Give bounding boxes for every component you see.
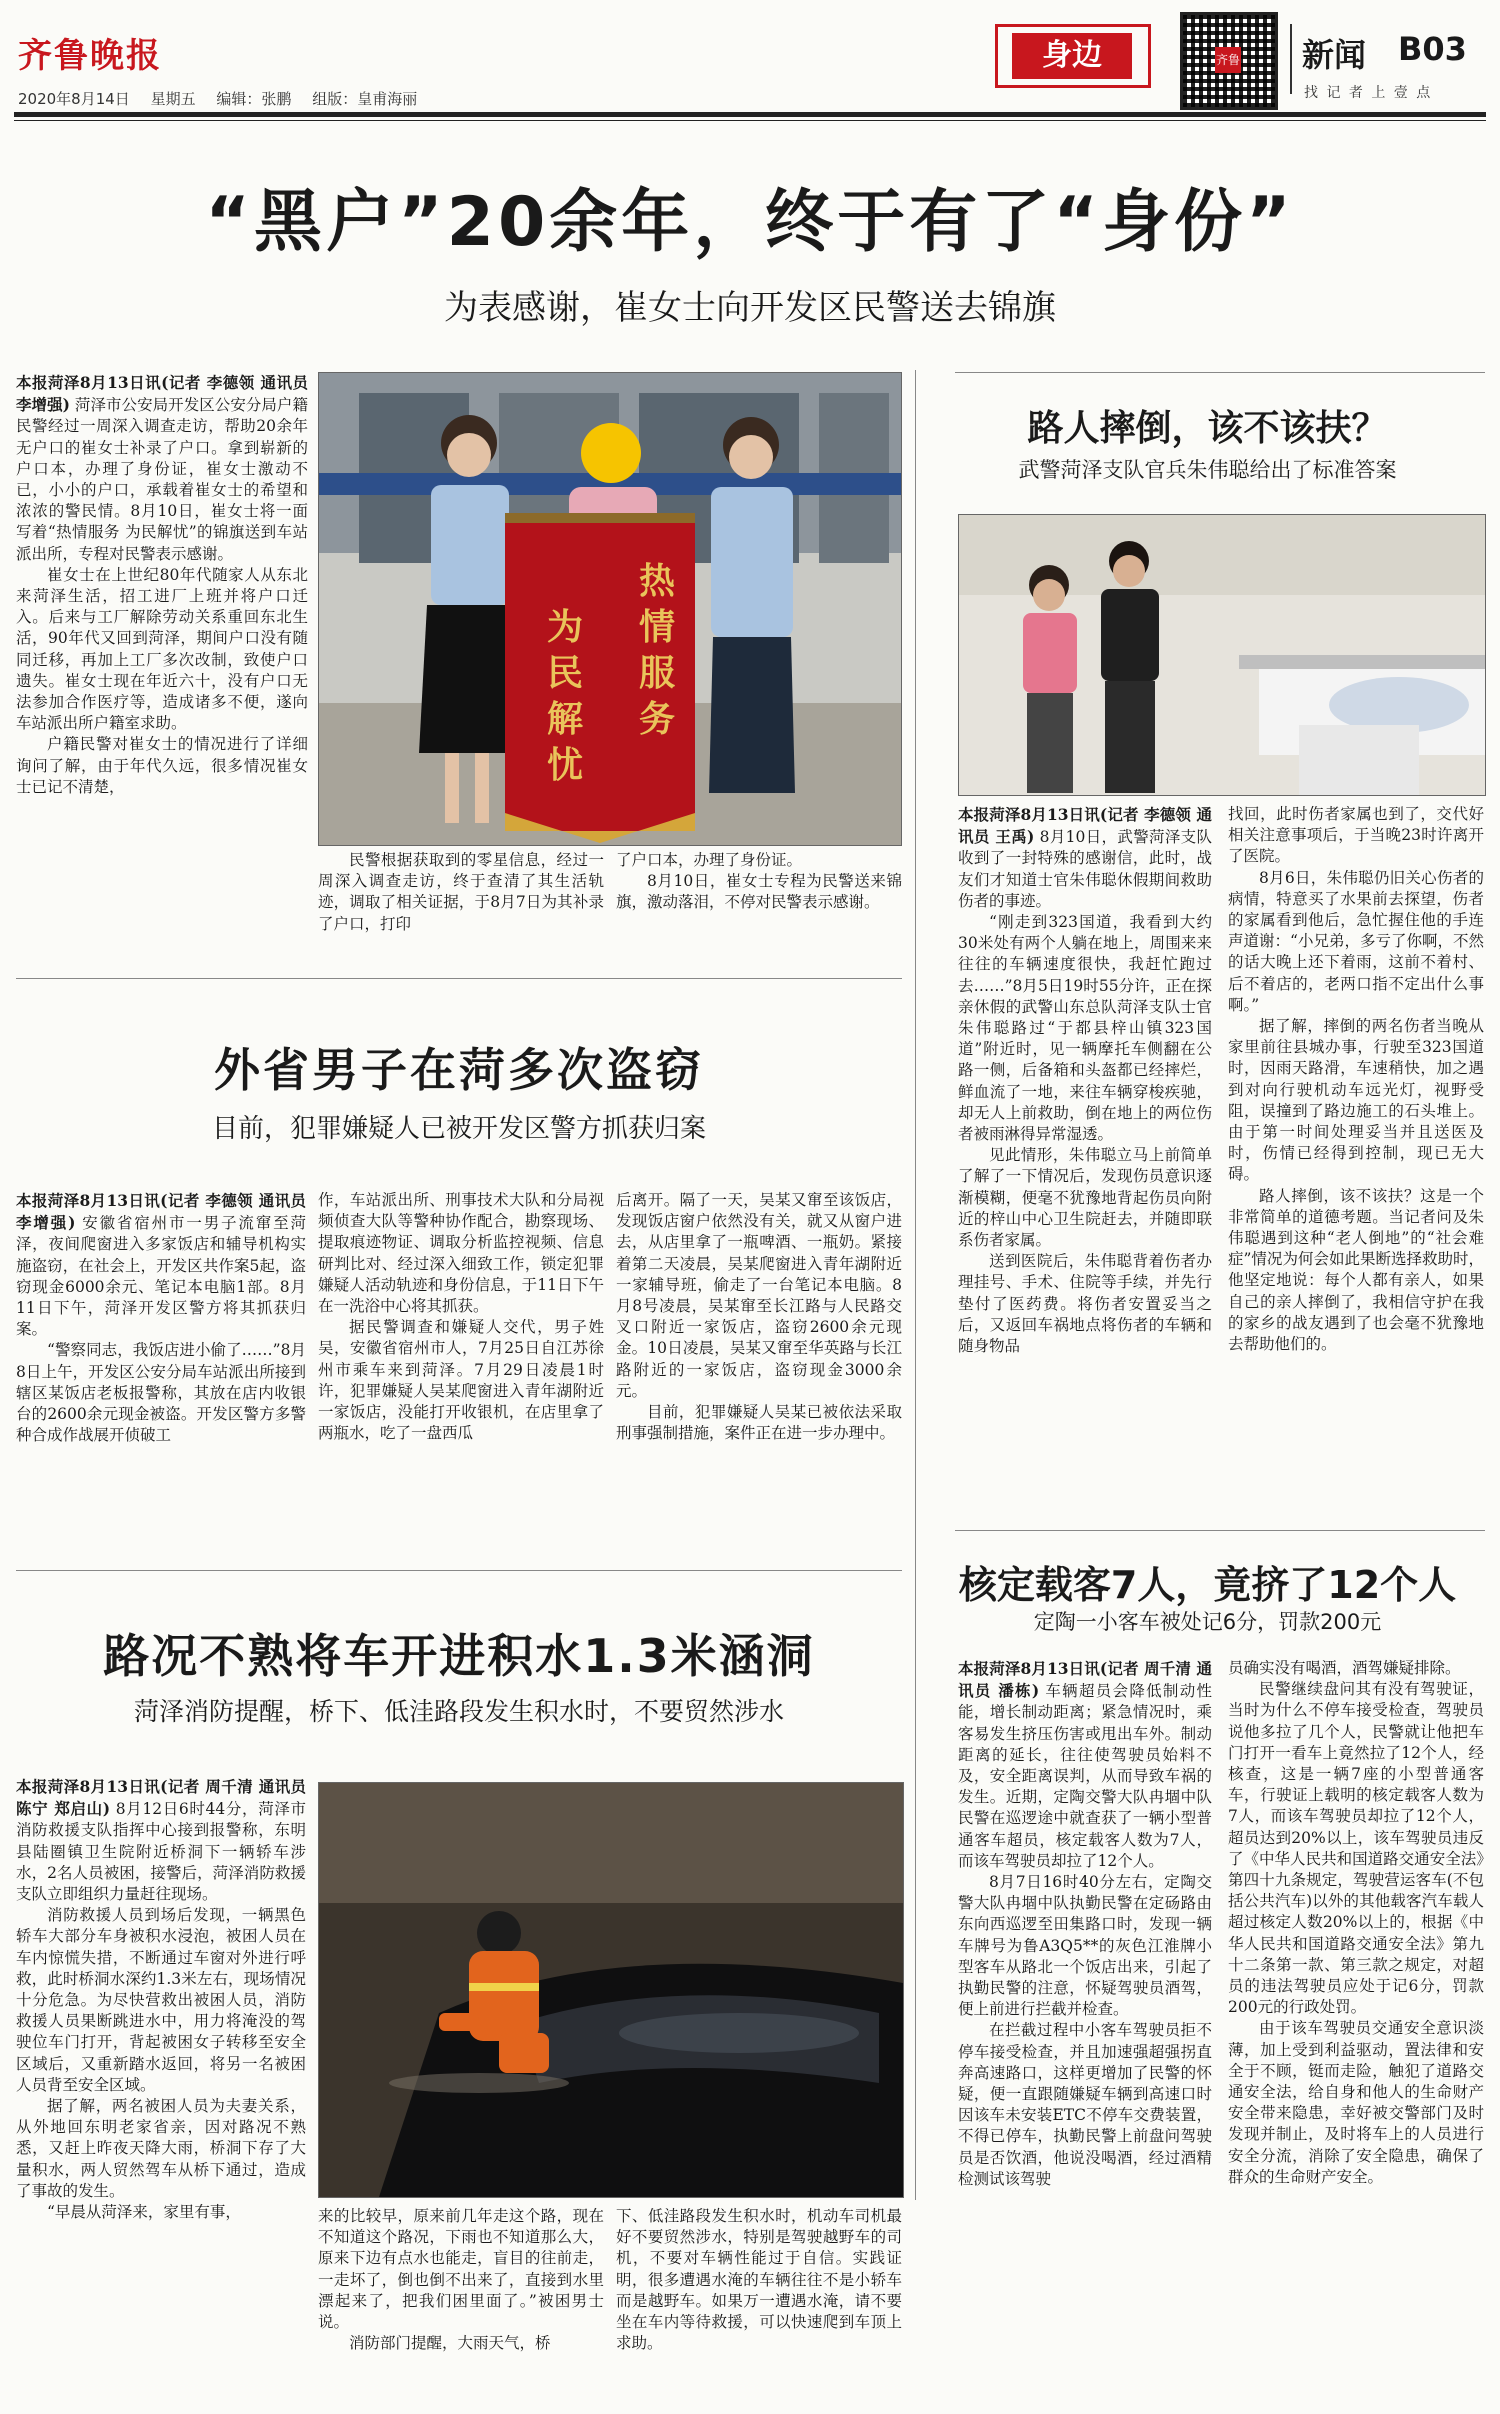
story1-photo <box>318 372 902 846</box>
banner-char: 民 <box>547 652 584 694</box>
story2-photo <box>958 514 1486 796</box>
story2-text: 8月10日，武警菏泽支队收到了一封特殊的感谢信，此时，战友们才知道士官朱伟聪休假期间救助伤者的事迹。 <box>958 828 1212 910</box>
banner-char: 热 <box>639 560 676 602</box>
issue-editor: 编辑：张鹏 <box>216 90 292 108</box>
story3-paragraph: “警察同志，我饭店进小偷了……”8月8日上午，开发区公安分局车站派出所接到辖区某饭店老板报警称，其放在店内收银台的2600余元现金被盗。开发区警方多警种合成作战展开侦破工 <box>16 1341 306 1445</box>
column-divider <box>915 370 916 2200</box>
banner-char: 务 <box>639 698 676 740</box>
story4-paragraph: 民警继续盘问其有没有驾驶证，当时为什么不停车接受检查，驾驶员说他多拉了几个人，民警就让他把车门打开一看车上竟然拉了12个人，经核查，这是一辆7座的小型普通客车，行驶证上载明的核定载客人数为7人，而该车驾驶员却拉了12个人，超员达到20%以上，该车驾驶员违反了《中华人民共和国道路交通安全法》第四十九条规定，驾驶营运客车(不包括公共汽车)以外的其他载客汽车载人超过核定人数20%以上的，根据《中华人民共和国道路交通安全法》第九十二条第一款、第三款之规定，对超员的违法驾驶员应处于记6分，罚款200元的行政处罚。 <box>1228 1680 1484 2017</box>
story5-paragraph: 消防救援人员到场后发现，一辆黑色轿车大部分车身被积水浸泡，被困人员在车内惊慌失措，不断通过车窗对外进行呼救，此时桥洞水深约1.3米左右，现场情况十分危急。为尽快营救出被困人员，消防救援人员果断跳进水中，用力将淹没的驾驶位车门打开，背起被困女子转移至安全区域后，又重新踏水返回，将另一名被困人员背至安全区域。 <box>16 1906 306 2094</box>
story5-paragraph: 下、低洼路段发生积水时，机动车司机最好不要贸然涉水，特别是驾驶越野车的司机，不要对车辆性能过于自信。实践证明，很多遭遇水淹的车辆往往不是小轿车而是越野车。如果万一遭遇水淹，请不要坐在车内等待救援，可以快速爬到车顶上求助。 <box>616 2207 902 2353</box>
story3-col3 <box>616 1190 902 1548</box>
story5-subtitle: 菏泽消防提醒，桥下、低洼路段发生积水时，不要贸然涉水 <box>133 1697 784 1726</box>
story1-col3 <box>616 850 902 960</box>
banner-char: 解 <box>547 698 584 740</box>
story5-byline: 本报菏泽8月13日讯(记者 周千清 通讯员 陈宁 郑启山) <box>16 1777 306 1819</box>
story2-title: 路人摔倒，该不该扶？ <box>1027 408 1388 449</box>
story1-paragraph: 民警根据获取到的零星信息，经过一周深入调查走访，终于查清了其生活轨迹，调取了相关证据，于8月7日为其补录了户口，打印 <box>318 851 604 933</box>
contact-editors: 找 记 者 上 壹 点 <box>1304 85 1433 101</box>
page-number: B03 <box>1398 30 1467 68</box>
story3-text: 安徽省宿州市一男子流窜至菏泽，夜间爬窗进入多家饭店和辅导机构实施盗窃，在社会上，开发区共作案5起，盗窃现金6000余元、笔记本电脑1部。8月11日下午，菏泽开发区警方将其抓获归案。 <box>16 1214 306 1339</box>
story4-paragraph: 8月7日16时40分左右，定陶交警大队冉堌中队执勤民警在定砀路由东向西巡逻至田集路口时，发现一辆车牌号为鲁A3Q5**的灰色江淮牌小型客车从路北一个饭店出来，引起了执勤民警的注意，怀疑驾驶员酒驾，便上前进行拦截并检查。 <box>958 1873 1212 2019</box>
section-tag <box>995 24 1151 88</box>
story5-col3 <box>616 2206 902 2404</box>
header-rule <box>14 112 1486 117</box>
page-name: 新闻 <box>1302 36 1367 74</box>
story4-title: 核定载客7人，竟挤了12个人 <box>958 1563 1457 1607</box>
newspaper-logo: 齐鲁晚报 <box>18 36 162 76</box>
banner-char: 忧 <box>547 744 584 786</box>
banner-char: 为 <box>547 606 584 648</box>
story5-col2 <box>318 2206 604 2404</box>
story2-col1 <box>958 804 1212 1540</box>
issue-meta <box>18 88 433 109</box>
story3-paragraph: 作，车站派出所、刑事技术大队和分局视频侦查大队等警种协作配合，勘察现场、提取痕迹物证、调取分析监控视频、信息研判比对、经过深入细致工作，锁定犯罪嫌疑人活动轨迹和身份信息，于11日下午在一洗浴中心将其抓获。 <box>318 1191 604 1316</box>
story4-byline: 本报菏泽8月13日讯(记者 周千清 通讯员 潘栋) <box>958 1659 1212 1701</box>
story4-paragraph: 由于该车驾驶员交通安全意识淡薄，加上受到利益驱动，置法律和安全于不顾，铤而走险，触犯了道路交通安全法，给自身和他人的生命财产安全带来隐患，幸好被交警部门及时发现并制止，及时将车上的人员进行安全分流，消除了安全隐患，确保了群众的生命财产安全。 <box>1228 2019 1484 2186</box>
header-rule-thin <box>14 120 1486 121</box>
story1-paragraph: 8月10日，崔女士专程为民警送来锦旗，激动落泪，不停对民警表示感谢。 <box>616 872 902 912</box>
story2-paragraph: 见此情形，朱伟聪立马上前简单了解了一下情况后，发现伤员意识逐渐模糊，便毫不犹豫地背起伤员向附近的梓山中心卫生院赶去，并随即联系伤者家属。 <box>958 1146 1212 1250</box>
story2-paragraph: 送到医院后，朱伟聪背着伤者办理挂号、手术、住院等手续，并先行垫付了医药费。将伤者安置妥当之后，又返回车祸地点将伤者的车辆和随身物品 <box>958 1252 1212 1356</box>
qr-logo: 齐鲁 <box>1215 47 1241 73</box>
issue-weekday: 星期五 <box>150 90 196 108</box>
story4-paragraph: 员确实没有喝酒，酒驾嫌疑排除。 <box>1228 1659 1461 1677</box>
story4-col1 <box>958 1658 1212 2398</box>
issue-date: 2020年8月14日 <box>18 90 130 108</box>
header-divider <box>1290 24 1292 94</box>
story2-paragraph: 路人摔倒，该不该扶？这是一个非常简单的道德考题。当记者问及朱伟聪遇到这种“老人倒地”的“社会难症”情况为何会如此果断选择救助时，他坚定地说：每个人都有亲人，如果自己的亲人摔倒了，我相信守护在我的家乡的战友遇到了也会毫不犹豫地去帮助他们的。 <box>1228 1186 1484 1354</box>
story2-paragraph: 找回，此时伤者家属也到了，交代好相关注意事项后，于当晚23时许离开了医院。 <box>1228 805 1484 866</box>
story2-paragraph: 据了解，摔倒的两名伤者当晚从家里前往县城办事，行驶至323国道时，因雨天路滑，车速稍快，加之遇到对向行驶机动车远光灯，视野受阻，误撞到了路边施工的石头堆上。由于第一时间处理妥当并且送医及时，伤情已经得到控制，现已无大碍。 <box>1228 1017 1484 1184</box>
story2-byline: 本报菏泽8月13日讯(记者 李德领 通讯员 王禹) <box>958 805 1212 847</box>
issue-layout: 组版：皇甫海丽 <box>312 90 418 108</box>
story3-byline: 本报菏泽8月13日讯(记者 李德领 通讯员 李增强) <box>16 1191 306 1233</box>
story3-paragraph: 后离开。隔了一天，吴某又窜至该饭店，发现饭店窗户依然没有关，就又从窗户进去，从店里拿了一瓶啤酒、一瓶奶。紧接着第二天凌晨，吴某爬窗进入青年湖附近一家辅导班，偷走了一台笔记本电脑。8月8号凌晨，吴某窜至长江路与人民路交叉口附近一家饭店，盗窃2600余元现金。10日凌晨，吴某又窜至华英路与长江路附近的一家饭店，盗窃现金3000余元。 <box>616 1191 902 1400</box>
story1-byline: 本报菏泽8月13日讯(记者 李德领 通讯员 李增强) <box>16 373 308 415</box>
story3-col2 <box>318 1190 604 1548</box>
story3-paragraph: 据民警调查和嫌疑人交代，男子姓吴，安徽省宿州市人，7月25日自江苏徐州市乘车来到菏泽。7月29日凌晨1时许，犯罪嫌疑人吴某爬窗进入青年湖附近一家饭店，没能打开收银机，在店里拿了两瓶水，吃了一盘西瓜 <box>318 1318 604 1443</box>
story1-col2 <box>318 850 604 960</box>
story4-top-rule <box>955 1530 1485 1531</box>
story3-subtitle: 目前，犯罪嫌疑人已被开发区警方抓获归案 <box>211 1114 706 1144</box>
story1-paragraph: 了户口本，办理了身份证。 <box>616 851 803 869</box>
story5-paragraph: “早晨从菏泽来，家里有事， <box>47 2203 241 2222</box>
story5-paragraph: 消防部门提醒，大雨天气，桥 <box>349 2334 551 2353</box>
story4-text: 车辆超员会降低制动性能，增长制动距离；紧急情况时，乘客易发生挤压伤害或甩出车外。制动距离的延长，往往使驾驶员始料不及，安全距离误判，从而导致车祸的发生。近期，定陶交警大队冉堌中队民警在巡逻途中就查获了一辆小型普通客车超员，核定载客人数为7人，而该车驾驶员却拉了12个人。 <box>958 1682 1212 1870</box>
section-tag-label: 身边 <box>1012 33 1132 79</box>
story2-paragraph: “刚走到323国道，我看到大约30米处有两个人躺在地上，周围来来往往的车辆速度很快，我赶忙跑过去……”8月5日19时55分许，正在探亲休假的武警山东总队菏泽支队士官朱伟聪路过“于都县梓山镇323国道”附近时，见一辆摩托车侧翻在公路一侧，后备箱和头盔都已经摔烂，鲜血流了一地，来往车辆穿梭疾驰，却无人上前救助，倒在地上的两位伤者被雨淋得异常湿透。 <box>958 913 1212 1144</box>
story2-col2 <box>1228 804 1484 1540</box>
qr-code-icon[interactable] <box>1180 12 1278 110</box>
story3-top-rule <box>16 978 902 979</box>
story3-title: 外省男子在菏多次盗窃 <box>214 1043 704 1097</box>
story4-col2 <box>1228 1658 1484 2398</box>
story5-paragraph: 据了解，两名被困人员为夫妻关系，从外地回东明老家省亲，因对路况不熟悉，又赶上昨夜天降大雨，桥洞下存了大量积水，两人贸然驾车从桥下通过，造成了事故的发生。 <box>16 2097 306 2200</box>
story1-paragraph: 崔女士在上世纪80年代随家人从东北来菏泽生活，招工进厂上班并将户口迁入。后来与工厂解除劳动关系重回东北生活，90年代又回到菏泽，期间户口没有随同迁移，再加上工厂多次改制，致使户口遗失。崔女士现在年近六十，没有户口无法参加合作医疗等，造成诸多不便，遂向车站派出所户籍室求助。 <box>16 565 308 733</box>
story1-paragraph: 户籍民警对崔女士的情况进行了详细询问了解，由于年代久远，很多情况崔女士已记不清楚， <box>16 735 308 796</box>
story4-subtitle: 定陶一小客车被处记6分，罚款200元 <box>1033 1610 1382 1634</box>
banner-char: 情 <box>639 606 676 648</box>
story5-title: 路况不熟将车开进积水1.3米涵洞 <box>103 1629 815 1683</box>
story2-subtitle: 武警菏泽支队官兵朱伟聪给出了标准答案 <box>1018 458 1397 482</box>
story1-subtitle: 为表感谢，崔女士向开发区民警送去锦旗 <box>444 288 1056 328</box>
story2-top-rule <box>955 372 1485 373</box>
story3-col1 <box>16 1190 306 1548</box>
story1-title: “黑户”20余年，终于有了“身份” <box>205 183 1295 262</box>
banner-char: 服 <box>639 652 676 694</box>
story5-photo <box>318 1782 904 2198</box>
story3-paragraph: 目前，犯罪嫌疑人吴某已被依法采取刑事强制措施，案件正在进一步办理中。 <box>616 1403 902 1443</box>
story5-top-rule <box>16 1570 902 1571</box>
story2-paragraph: 8月6日，朱伟聪仍旧关心伤者的病情，特意买了水果前去探望，伤者的家属看到他后，急忙握住他的手连声道谢：“小兄弟，多亏了你啊，不然的话大晚上还下着雨，这前不着村、后不着店的，老两口指不定出什么事啊。” <box>1228 868 1484 1014</box>
story1-text: 菏泽市公安局开发区公安分局户籍民警经过一周深入调查走访，帮助20余年无户口的崔女士补录了户口。拿到崭新的户口本，办理了身份证，崔女士激动不已，小小的户口，承载着崔女士的希望和浓浓的警民情。8月10日，崔女士将一面写着“热情服务 为民解忧”的锦旗送到车站派出所，专程对民警表示感谢。 <box>16 396 308 563</box>
story5-paragraph: 来的比较早，原来前几年走这个路，现在不知道这个路况，下雨也不知道那么大，原来下边有点水也能走，盲目的往前走，一走坏了，倒也倒不出来了，直接到水里漂起来了，把我们困里面了。”被困男士说。 <box>318 2207 604 2332</box>
story4-paragraph: 在拦截过程中小客车驾驶员拒不停车接受检查，并且加速强超强拐直奔高速路口，这样更增加了民警的怀疑，便一直跟随嫌疑车辆到高速口时因该车未安装ETC不停车交费装置，不得已停车，执勤民警上前盘问驾驶员是否饮酒，他说没喝酒，经过酒精检测试该驾驶 <box>958 2021 1212 2188</box>
story1-col1 <box>16 372 308 950</box>
story5-col1 <box>16 1776 306 2404</box>
story5-text: 8月12日6时44分，菏泽市消防救援支队指挥中心接到报警称，东明县陆圈镇卫生院附近桥洞下一辆轿车涉水，2名人员被困，接警后，菏泽消防救援支队立即组织力量赶往现场。 <box>16 1800 306 1904</box>
